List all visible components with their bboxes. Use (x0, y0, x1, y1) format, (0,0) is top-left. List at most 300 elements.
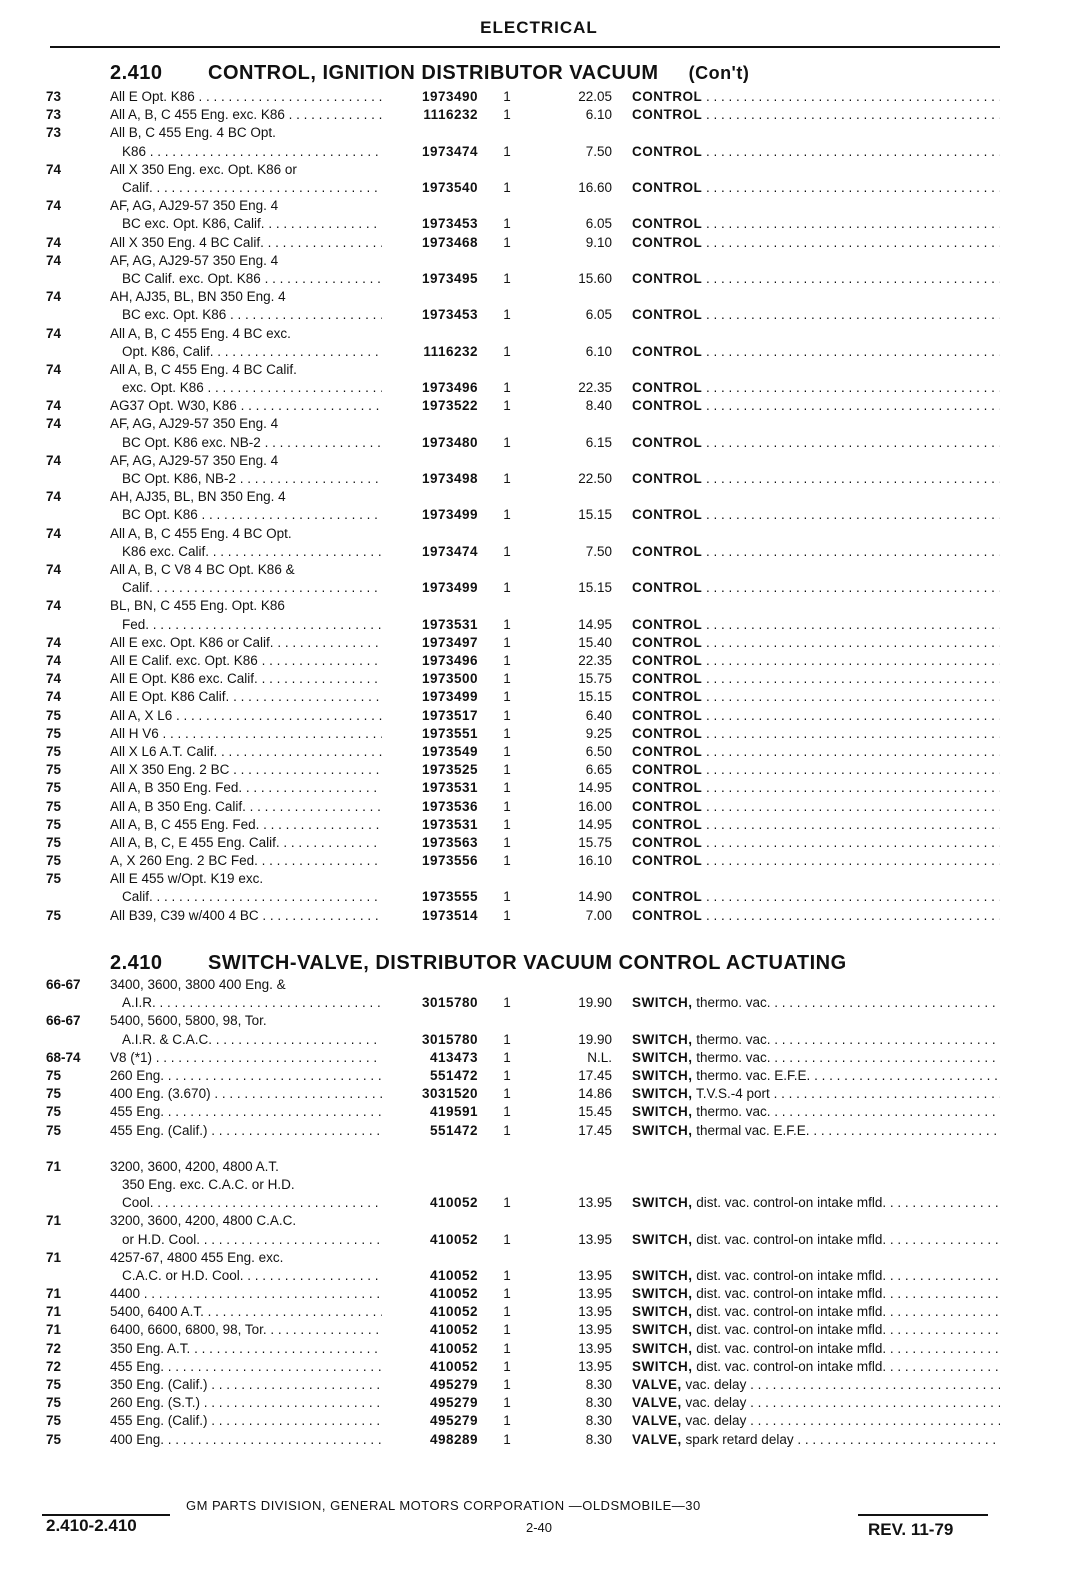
part-row (0, 743, 1078, 761)
description (632, 179, 1000, 197)
model-year: 71 (46, 1322, 62, 1338)
part-name: CONTROL (632, 671, 703, 687)
part-row (0, 488, 1078, 524)
application-line: 4257-67, 4800 455 Eng. exc. (110, 1249, 284, 1265)
footer-corporation: GM PARTS DIVISION, GENERAL MOTORS CORPORATION —OLDSMOBILE—30 (186, 1498, 701, 1513)
part-name: SWITCH, (632, 1122, 693, 1138)
part-detail: dist. vac. control-on intake mfld. . . . (696, 1232, 1000, 1247)
application-line: All X 350 Eng. 4 BC Calif. . . . (110, 234, 382, 252)
price: 6.15 (585, 434, 612, 450)
quantity: 1 (503, 234, 511, 250)
part-detail (706, 853, 1000, 868)
part-detail (706, 580, 1000, 595)
description (632, 1031, 1000, 1049)
application (110, 779, 382, 797)
description (632, 1194, 1000, 1212)
part-detail (706, 726, 1000, 741)
part-number: 1973525 (421, 762, 478, 778)
quantity: 1 (503, 1340, 511, 1356)
part-detail (706, 216, 1000, 231)
part-detail (706, 507, 1000, 522)
application-line: exc. Opt. K86 . . . (110, 379, 382, 397)
section-heading-switch-valve (110, 952, 847, 975)
application (110, 634, 382, 652)
quantity: 1 (503, 1104, 511, 1120)
model-year: 73 (46, 89, 62, 104)
part-number: 495279 (429, 1395, 478, 1411)
model-year: 75 (46, 1067, 62, 1083)
model-year: 74 (46, 653, 62, 669)
application-line: BC Opt. K86 exc. NB-2 . . . (110, 434, 382, 452)
quantity: 1 (503, 398, 511, 414)
part-number: 1973474 (421, 143, 478, 159)
application (110, 1158, 382, 1213)
price: 15.75 (578, 834, 612, 850)
part-row (0, 688, 1078, 706)
model-year: 74 (46, 671, 62, 687)
price: N.L. (587, 1049, 612, 1065)
description (632, 779, 1000, 797)
part-row (0, 1012, 1078, 1048)
part-row (0, 652, 1078, 670)
application-line: All A, B 350 Eng. Calif. . . . (110, 798, 382, 816)
application-line: All H V6 . . . (110, 725, 382, 743)
model-year: 68-74 (46, 1049, 81, 1065)
part-row (0, 234, 1078, 252)
description (632, 1122, 1000, 1140)
description (632, 88, 1000, 106)
application-line: 350 Eng. (Calif.) . . . (110, 1376, 382, 1394)
part-detail: dist. vac. control-on intake mfld. . . . (696, 1195, 1000, 1210)
quantity: 1 (503, 1122, 511, 1138)
part-row (0, 1394, 1078, 1412)
model-year: 74 (46, 562, 62, 578)
price: 8.40 (585, 398, 612, 414)
quantity: 1 (503, 1086, 511, 1102)
part-row (0, 761, 1078, 779)
price: 15.40 (578, 634, 612, 650)
application-line: All A, X L6 . . . (110, 707, 382, 725)
part-number: 419591 (429, 1104, 478, 1120)
part-name: SWITCH, (632, 1067, 693, 1083)
model-year: 72 (46, 1358, 62, 1374)
description (632, 761, 1000, 779)
part-number: 1973556 (421, 853, 478, 869)
model-year: 75 (46, 816, 62, 832)
part-number: 1973500 (421, 671, 478, 687)
model-year: 74 (46, 289, 62, 305)
application-line: BC exc. Opt. K86 . . . (110, 306, 382, 324)
part-row (0, 525, 1078, 561)
footer-page-number: 2-40 (525, 1520, 553, 1535)
part-detail (706, 144, 1000, 159)
application-line: K86 . . . (110, 143, 382, 161)
application (110, 452, 382, 488)
part-number: 1973495 (421, 270, 478, 286)
application-line: All E Opt. K86 . . . (110, 88, 382, 106)
application-line: Cool. . . . (110, 1194, 382, 1212)
model-year: 72 (46, 1340, 62, 1356)
application (110, 1303, 382, 1321)
quantity: 1 (503, 780, 511, 796)
price: 7.00 (585, 907, 612, 923)
application (110, 1012, 382, 1048)
part-detail: dist. vac. control-on intake mfld. . . . (696, 1268, 1000, 1283)
quantity: 1 (503, 1395, 511, 1411)
part-row (0, 288, 1078, 324)
part-detail: vac. delay . . . (686, 1377, 1000, 1392)
application (110, 124, 382, 160)
application (110, 525, 382, 561)
part-number: 410052 (429, 1340, 478, 1356)
price: 9.10 (585, 234, 612, 250)
application-line: AF, AG, AJ29-57 350 Eng. 4 (110, 198, 279, 214)
description (632, 634, 1000, 652)
part-name: CONTROL (632, 307, 703, 323)
application-line: or H.D. Cool. . . . (110, 1231, 382, 1249)
part-number: 1973536 (421, 798, 478, 814)
part-number: 1973531 (421, 780, 478, 796)
application (110, 1085, 382, 1103)
section-title: SWITCH-VALVE, DISTRIBUTOR VACUUM CONTROL ACTUATING (208, 952, 847, 974)
model-year: 73 (46, 125, 62, 141)
quantity: 1 (503, 434, 511, 450)
application (110, 1376, 382, 1394)
part-detail (706, 635, 1000, 650)
price: 9.25 (585, 725, 612, 741)
part-row (0, 1358, 1078, 1376)
description (632, 579, 1000, 597)
application-line: V8 (*1) . . . (110, 1049, 382, 1067)
quantity: 1 (503, 853, 511, 869)
part-name: CONTROL (632, 234, 703, 250)
page-title: ELECTRICAL (480, 18, 598, 37)
description (632, 1103, 1000, 1121)
part-row (0, 1376, 1078, 1394)
quantity: 1 (503, 89, 511, 104)
part-detail (706, 235, 1000, 250)
model-year: 74 (46, 416, 62, 432)
price: 13.95 (578, 1286, 612, 1302)
application-line: All E Opt. K86 Calif. . . . (110, 688, 382, 706)
application-line: 6400, 6600, 6800, 98, Tor. . . . (110, 1321, 382, 1339)
model-year: 75 (46, 1395, 62, 1411)
description (632, 907, 1000, 925)
part-number: 495279 (429, 1413, 478, 1429)
part-number: 410052 (429, 1267, 478, 1283)
application-line: C.A.C. or H.D. Cool. . . . (110, 1267, 382, 1285)
application-line: All E 455 w/Opt. K19 exc. (110, 871, 264, 887)
quantity: 1 (503, 616, 511, 632)
part-row (0, 452, 1078, 488)
price: 22.35 (578, 380, 612, 396)
part-number: 551472 (429, 1067, 478, 1083)
application-line: All A, B, C 455 Eng. 4 BC Opt. (110, 525, 292, 541)
description (632, 616, 1000, 634)
part-name: SWITCH, (632, 1358, 693, 1374)
part-detail (706, 835, 1000, 850)
price: 7.50 (585, 143, 612, 159)
price: 22.05 (578, 89, 612, 104)
part-number: 410052 (429, 1286, 478, 1302)
application-line: 350 Eng. exc. C.A.C. or H.D. (122, 1176, 295, 1192)
footer-section-range: 2.410-2.410 (46, 1516, 137, 1535)
application-line: 5400, 6400 A.T. . . . (110, 1303, 382, 1321)
application-line: 4400 . . . (110, 1285, 382, 1303)
part-number: 3015780 (421, 1031, 478, 1047)
application (110, 1412, 382, 1430)
part-name: SWITCH, (632, 1031, 693, 1047)
price: 19.90 (578, 995, 612, 1011)
part-name: CONTROL (632, 689, 703, 705)
price: 8.30 (585, 1395, 612, 1411)
part-row (0, 1340, 1078, 1358)
description (632, 379, 1000, 397)
model-year: 66-67 (46, 977, 81, 992)
price: 8.30 (585, 1377, 612, 1393)
quantity: 1 (503, 216, 511, 232)
part-row (0, 852, 1078, 870)
application-line: AF, AG, AJ29-57 350 Eng. 4 (110, 416, 279, 432)
section-title: CONTROL, IGNITION DISTRIBUTOR VACUUM (208, 62, 659, 84)
price: 6.50 (585, 743, 612, 759)
part-number: 1973531 (421, 616, 478, 632)
part-number: 1973499 (421, 580, 478, 596)
description (632, 1376, 1000, 1394)
application (110, 1103, 382, 1121)
application (110, 852, 382, 870)
quantity: 1 (503, 1049, 511, 1065)
description (632, 270, 1000, 288)
price: 6.65 (585, 762, 612, 778)
part-detail: dist. vac. control-on intake mfld. . . . (696, 1341, 1000, 1356)
quantity: 1 (503, 380, 511, 396)
description (632, 343, 1000, 361)
section-continued-note: (Con't) (688, 63, 750, 83)
part-number: 1116232 (423, 107, 478, 123)
row-spacer (0, 1140, 1078, 1158)
part-detail: dist. vac. control-on intake mfld. . . . (696, 1359, 1000, 1374)
part-detail: thermo. vac. E.F.E. . . . (696, 1068, 1000, 1083)
description (632, 994, 1000, 1012)
description (632, 1431, 1000, 1449)
application-line: 5400, 5600, 5800, 98, Tor. (110, 1013, 267, 1029)
part-name: CONTROL (632, 653, 703, 669)
application (110, 415, 382, 451)
part-number: 3015780 (421, 995, 478, 1011)
application-line: AF, AG, AJ29-57 350 Eng. 4 (110, 252, 279, 268)
model-year: 66-67 (46, 1013, 81, 1029)
part-detail (706, 617, 1000, 632)
model-year: 75 (46, 798, 62, 814)
quantity: 1 (503, 1286, 511, 1302)
application (110, 688, 382, 706)
part-detail (706, 908, 1000, 923)
quantity: 1 (503, 107, 511, 123)
application-line: BC Opt. K86 . . . (110, 506, 382, 524)
part-row (0, 1212, 1078, 1248)
application-line: 455 Eng. (Calif.) . . . (110, 1412, 382, 1430)
application (110, 197, 382, 233)
application-line: AH, AJ35, BL, BN 350 Eng. 4 (110, 489, 286, 505)
application (110, 761, 382, 779)
part-name: CONTROL (632, 580, 703, 596)
model-year: 71 (46, 1286, 62, 1302)
application-line: BC exc. Opt. K86, Calif. . . . (110, 215, 382, 233)
section-number: 2.410 (110, 62, 163, 84)
part-row (0, 397, 1078, 415)
part-name: CONTROL (632, 471, 703, 487)
quantity: 1 (503, 1413, 511, 1429)
part-number: 551472 (429, 1122, 478, 1138)
price: 13.95 (578, 1267, 612, 1283)
application-line: 260 Eng. . . . (110, 1067, 382, 1085)
part-name: VALVE, (632, 1377, 682, 1393)
part-detail (706, 307, 1000, 322)
price: 6.10 (585, 107, 612, 123)
application-line: All X 350 Eng. exc. Opt. K86 or (110, 161, 297, 177)
application-line: A.I.R. & C.A.C. . . . (110, 1031, 382, 1049)
application (110, 725, 382, 743)
model-year: 75 (46, 743, 62, 759)
price: 16.00 (578, 798, 612, 814)
model-year: 71 (46, 1213, 62, 1229)
part-row (0, 1103, 1078, 1121)
application-line: All A, B 350 Eng. Fed. . . . (110, 779, 382, 797)
part-detail: dist. vac. control-on intake mfld. . . . (696, 1304, 1000, 1319)
quantity: 1 (503, 270, 511, 286)
application (110, 1067, 382, 1085)
application-line: 400 Eng. (3.670) . . . (110, 1085, 382, 1103)
part-detail (706, 708, 1000, 723)
description (632, 688, 1000, 706)
description (632, 234, 1000, 252)
part-name: CONTROL (632, 270, 703, 286)
description (632, 543, 1000, 561)
part-detail (706, 271, 1000, 286)
description (632, 306, 1000, 324)
application (110, 870, 382, 906)
part-name: CONTROL (632, 398, 703, 414)
part-detail (706, 799, 1000, 814)
quantity: 1 (503, 1031, 511, 1047)
part-detail: thermo. vac. . . . (696, 1104, 1000, 1119)
part-name: SWITCH, (632, 1086, 693, 1102)
description (632, 506, 1000, 524)
quantity: 1 (503, 471, 511, 487)
part-row (0, 976, 1078, 1012)
control-parts-list (0, 88, 1078, 925)
quantity: 1 (503, 543, 511, 559)
part-row (0, 1285, 1078, 1303)
part-number: 1973453 (421, 307, 478, 323)
application-line: BC Calif. exc. Opt. K86 . . . (110, 270, 382, 288)
part-number: 1973453 (421, 216, 478, 232)
model-year: 75 (46, 1104, 62, 1120)
part-name: VALVE, (632, 1395, 682, 1411)
part-row (0, 197, 1078, 233)
part-row (0, 1321, 1078, 1339)
application-line: Opt. K86, Calif. . . . (110, 343, 382, 361)
price: 8.30 (585, 1431, 612, 1447)
part-row (0, 597, 1078, 633)
quantity: 1 (503, 343, 511, 359)
part-detail: thermo. vac. . . . (696, 995, 1000, 1010)
description (632, 743, 1000, 761)
application (110, 907, 382, 925)
quantity: 1 (503, 889, 511, 905)
part-number: 1973499 (421, 507, 478, 523)
application (110, 1249, 382, 1285)
part-detail (706, 398, 1000, 413)
price: 13.95 (578, 1231, 612, 1247)
model-year: 75 (46, 1122, 62, 1138)
application (110, 652, 382, 670)
part-detail (706, 889, 1000, 904)
part-name: CONTROL (632, 834, 703, 850)
section-heading-control (110, 62, 749, 85)
part-row (0, 1158, 1078, 1213)
description (632, 1412, 1000, 1430)
application-line: All E exc. Opt. K86 or Calif. . . . (110, 634, 382, 652)
application (110, 561, 382, 597)
part-detail: T.V.S.-4 port . . . (696, 1086, 1000, 1101)
application (110, 1340, 382, 1358)
part-name: SWITCH, (632, 1286, 693, 1302)
part-name: CONTROL (632, 143, 703, 159)
quantity: 1 (503, 179, 511, 195)
part-detail: thermo. vac. . . . (696, 1050, 1000, 1065)
part-name: CONTROL (632, 725, 703, 741)
part-row (0, 106, 1078, 124)
application (110, 488, 382, 524)
part-number: 1973517 (421, 707, 478, 723)
description (632, 106, 1000, 124)
model-year: 75 (46, 853, 62, 869)
part-number: 498289 (429, 1431, 478, 1447)
part-detail (706, 762, 1000, 777)
switch-valve-parts-list (0, 976, 1078, 1449)
quantity: 1 (503, 1358, 511, 1374)
model-year: 74 (46, 161, 62, 177)
model-year: 74 (46, 489, 62, 505)
footer-rule-right (858, 1514, 988, 1516)
part-row (0, 415, 1078, 451)
model-year: 74 (46, 452, 62, 468)
part-name: SWITCH, (632, 1104, 693, 1120)
part-number: 1973497 (421, 634, 478, 650)
price: 22.35 (578, 653, 612, 669)
part-detail (706, 380, 1000, 395)
quantity: 1 (503, 307, 511, 323)
description (632, 434, 1000, 452)
application (110, 1321, 382, 1339)
part-detail: dist. vac. control-on intake mfld. . . . (696, 1322, 1000, 1337)
part-number: 495279 (429, 1377, 478, 1393)
quantity: 1 (503, 507, 511, 523)
application (110, 161, 382, 197)
quantity: 1 (503, 907, 511, 923)
part-detail: dist. vac. control-on intake mfld. . . . (696, 1286, 1000, 1301)
application (110, 325, 382, 361)
price: 15.60 (578, 270, 612, 286)
application-line: All A, B, C 455 Eng. exc. K86 . . . (110, 106, 382, 124)
part-number: 410052 (429, 1231, 478, 1247)
description (632, 215, 1000, 233)
part-name: VALVE, (632, 1431, 682, 1447)
description (632, 1285, 1000, 1303)
application (110, 1122, 382, 1140)
